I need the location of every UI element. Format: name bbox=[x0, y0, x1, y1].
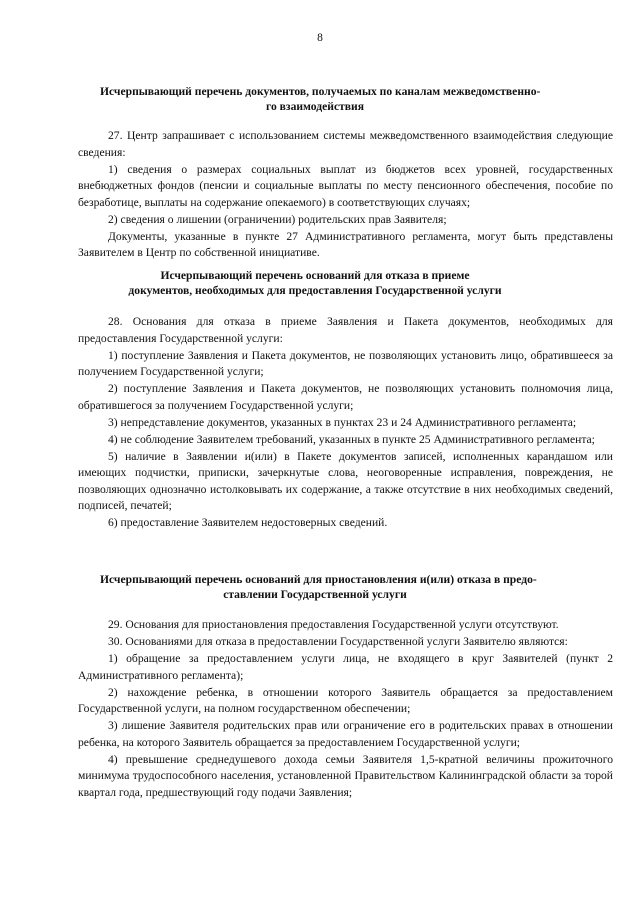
list-item-4: 4) не соблюдение Заявителем требований, указанных в пункте 25 Административного регламента; bbox=[108, 432, 595, 446]
list-item-2: 2) нахождение ребенка, в отношении которого Заявитель обращается за предоставлением Государственной услуги, на полном государственном обеспечении; bbox=[78, 685, 613, 715]
section-heading-refusal-reception bbox=[100, 268, 530, 298]
heading-line: Исчерпывающий перечень оснований для приостановления и(или) отказа в предо- bbox=[100, 573, 537, 586]
list-item-3: 3) лишение Заявителя родительских прав или ограничение его в родительских правах в отношении ребенка, на которого Заявитель обращается за предоставлением Государственной услуги; bbox=[78, 719, 613, 749]
heading-line: ставлении Государственной услуги bbox=[223, 588, 407, 601]
list-item-5: 5) наличие в Заявлении и(или) в Пакете документов записей, исполненных карандашом или имеющих подчистки, приписки, зачеркнутые слова, неоговоренные исправления, повреждения, не позволяющих однозначно истолковывать их содержание, а также отсутствие в них необходимых сведений, подписей, печатей; bbox=[78, 449, 613, 512]
list-item-4: 4) превышение среднедушевого дохода семьи Заявителя 1,5-кратной величины прожиточного минимума трудоспособного населения, установленной Правительством Калининградской области за торой квартал года, предшествующий году подачи Заявления; bbox=[78, 752, 613, 799]
heading-line: документов, необходимых для предоставления Государственной услуги bbox=[128, 284, 502, 297]
list-item-3: 3) непредставление документов, указанных в пунктах 23 и 24 Административного регламента; bbox=[108, 415, 577, 429]
list-item-1: 1) сведения о размерах социальных выплат из бюджетов всех уровней, государственных внебюджетных фондов (пенсии и социальные выплаты по месту пенсионного обеспечения, пособие по безработице, выплаты на содержание опекаемого) в соответствующих случаях; bbox=[78, 162, 613, 209]
list-item-6: 6) предоставление Заявителем недостоверных сведений. bbox=[108, 516, 388, 529]
paragraph-27: 27. Центр запрашивает с использованием системы межведомственного взаимодействия следующие сведения: bbox=[78, 129, 613, 159]
section-heading-interagency-documents bbox=[100, 84, 541, 114]
paragraph-28: 28. Основания для отказа в приеме Заявления и Пакета документов, необходимых для предоставления Государственной услуги: bbox=[78, 315, 613, 345]
section-body-refusal-reception bbox=[78, 314, 613, 532]
section-body-interagency-documents bbox=[78, 128, 613, 262]
heading-line: Исчерпывающий перечень документов, получаемых по каналам межведомственно- bbox=[100, 85, 541, 98]
paragraph-29: 29. Основания для приостановления предоставления Государственной услуги отсутствуют. bbox=[108, 618, 559, 631]
page-number: 8 bbox=[317, 32, 323, 44]
list-item-2: 2) поступление Заявления и Пакета документов, не позволяющих установить полномочия лица, обратившегося за получением Государственной услуги; bbox=[78, 382, 613, 412]
paragraph-30: 30. Основаниями для отказа в предоставлении Государственной услуги Заявителю являются: bbox=[108, 635, 568, 648]
list-item-1: 1) поступление Заявления и Пакета документов, не позволяющих установить лицо, обратившееся за получением Государственной услуги; bbox=[78, 348, 613, 378]
list-item-2: 2) сведения о лишении (ограничении) родительских прав Заявителя; bbox=[108, 212, 447, 226]
heading-line: го взаимодействия bbox=[265, 100, 365, 113]
section-body-suspension-refusal bbox=[78, 617, 613, 802]
list-item-1: 1) обращение за предоставлением услуги лица, не входящего в круг Заявителей (пункт 2 Административного регламента); bbox=[78, 652, 613, 682]
paragraph-documents-note: Документы, указанные в пункте 27 Административного регламента, могут быть представлены Заявителем в Центр по собственной инициативе. bbox=[78, 229, 613, 259]
section-heading-suspension-refusal bbox=[100, 572, 537, 602]
heading-line: Исчерпывающий перечень оснований для отказа в приеме bbox=[160, 269, 470, 282]
